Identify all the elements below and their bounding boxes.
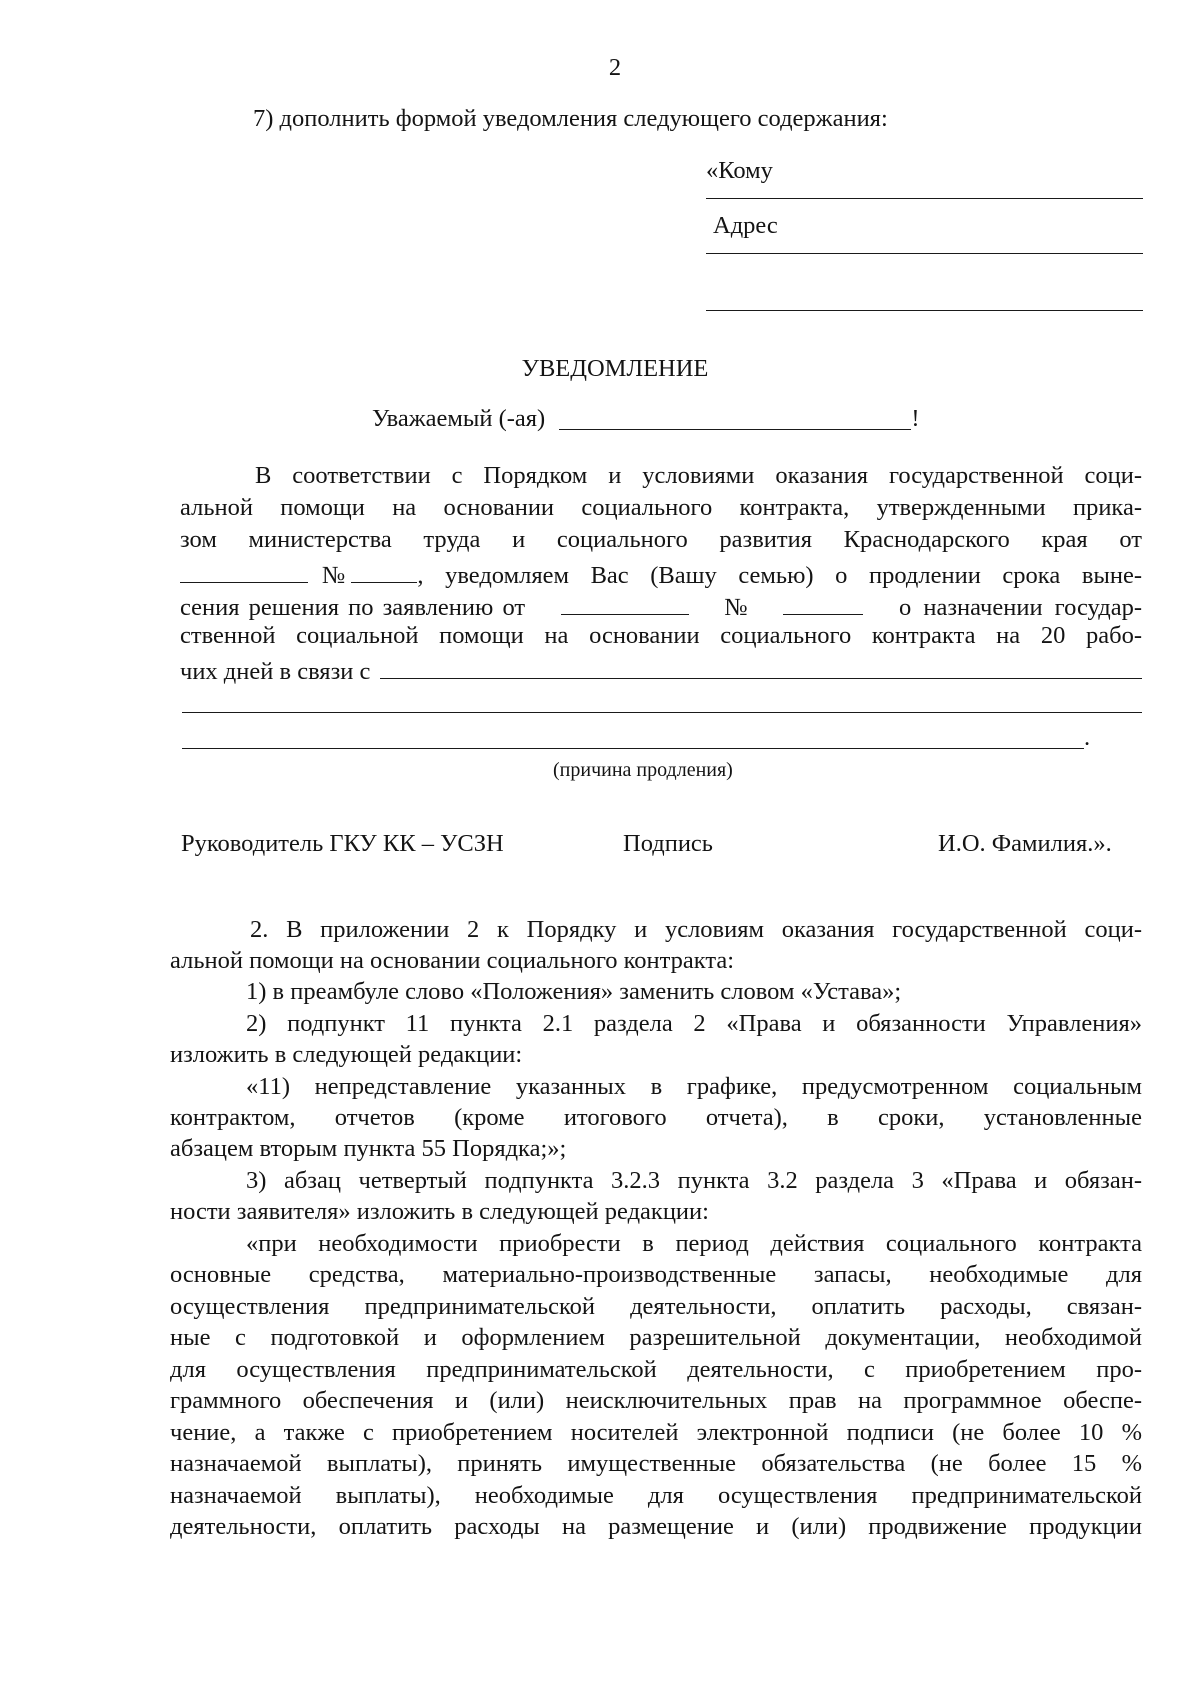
section2-line-17: чение, а также с приобретением носителей электронной подписи (не более 10 % bbox=[170, 1419, 1142, 1446]
section2-line-2: альной помощи на основании социального контракта: bbox=[170, 947, 735, 974]
section2-line-16: граммного обеспечения и (или) неисключительных прав на программное обеспе- bbox=[170, 1387, 1142, 1414]
salutation bbox=[372, 403, 920, 435]
section2-line-12: основные средства, материально-производственные запасы, необходимые для bbox=[170, 1261, 1142, 1288]
section2-line-13: осуществления предпринимательской деятельности, оплатить расходы, связан- bbox=[170, 1293, 1142, 1320]
notice-body-line-4 bbox=[180, 556, 1142, 592]
address-line-1 bbox=[706, 253, 1143, 254]
notice-title: УВЕДОМЛЕНИЕ bbox=[521, 355, 709, 382]
section2-line-5: изложить в следующей редакции: bbox=[170, 1041, 523, 1068]
section2-line-1: 2. В приложении 2 к Порядку и условиям оказания государственной соци- bbox=[250, 916, 1142, 943]
section2-line-6: «11) непредставление указанных в графике, предусмотренном социальным bbox=[246, 1073, 1142, 1100]
notice-body-line-4-text: , уведомляем Вас (Вашу семью) о продлении срока выне- bbox=[417, 561, 1142, 589]
section2-line-7: контрактом, отчетов (кроме итогового отчета), в сроки, установленные bbox=[170, 1104, 1142, 1131]
section2-line-14: ные с подготовкой и оформлением разрешительной документации, необходимой bbox=[170, 1324, 1142, 1351]
page-number: 2 bbox=[608, 54, 622, 81]
reason-blank-2 bbox=[182, 712, 1142, 713]
application-number-blank bbox=[783, 588, 863, 615]
reason-caption: (причина продления) bbox=[553, 759, 733, 781]
section2-line-9: 3) абзац четвертый подпункта 3.2.3 пункта 3.2 раздела 3 «Права и обязан- bbox=[246, 1167, 1142, 1194]
recipient-name-blank bbox=[559, 403, 911, 430]
order-date-blank bbox=[180, 556, 308, 583]
address-line-2 bbox=[706, 310, 1143, 311]
reason-blank-3 bbox=[182, 748, 1084, 749]
order-number-blank bbox=[351, 556, 417, 583]
to-label: «Кому bbox=[706, 157, 773, 184]
notice-body-line-6: ственной социальной помощи на основании социального контракта на 20 рабо- bbox=[180, 622, 1142, 649]
section2-line-8: абзацем вторым пункта 55 Порядка;»; bbox=[170, 1135, 567, 1162]
signature-name: И.О. Фамилия.». bbox=[938, 830, 1112, 857]
section2-line-20: деятельности, оплатить расходы на размещение и (или) продвижение продукции bbox=[170, 1513, 1142, 1540]
address-label: Адрес bbox=[713, 212, 778, 239]
notice-body-line-1: В соответствии с Порядком и условиями оказания государственной соци- bbox=[255, 462, 1142, 489]
section2-line-3: 1) в преамбуле слово «Положения» заменить словом «Устава»; bbox=[246, 978, 902, 1005]
application-number-sign: № bbox=[724, 593, 748, 621]
section2-line-10: ности заявителя» изложить в следующей редакции: bbox=[170, 1198, 709, 1225]
notice-body-line-5-a: сения решения по заявлению от bbox=[180, 593, 526, 621]
section2-line-18: назначаемой выплаты), принять имущественные обязательства (не более 15 % bbox=[170, 1450, 1142, 1477]
reason-blank-1 bbox=[380, 652, 1142, 679]
section2-line-11: «при необходимости приобрести в период действия социального контракта bbox=[246, 1230, 1142, 1257]
notice-body-line-7 bbox=[180, 652, 1142, 688]
signature-position: Руководитель ГКУ КК – УСЗН bbox=[181, 830, 504, 857]
salutation-text: Уважаемый (-ая) bbox=[372, 405, 546, 432]
salutation-exclamation: ! bbox=[911, 405, 920, 432]
reason-end-period: . bbox=[1084, 724, 1091, 751]
to-line bbox=[706, 198, 1143, 199]
notice-body-line-5-b: о назначении государ- bbox=[898, 593, 1142, 621]
signature-sign: Подпись bbox=[623, 830, 713, 857]
notice-body-line-7-text: чих дней в связи с bbox=[180, 657, 371, 685]
notice-body-line-3: зом министерства труда и социального развития Краснодарского края от bbox=[180, 526, 1142, 553]
section2-line-4: 2) подпункт 11 пункта 2.1 раздела 2 «Права и обязанности Управления» bbox=[246, 1010, 1142, 1037]
notice-body-line-2: альной помощи на основании социального контракта, утвержденными прика- bbox=[180, 494, 1142, 521]
notice-body-line-5 bbox=[180, 588, 1142, 624]
application-date-blank bbox=[561, 588, 689, 615]
order-number-sign: № bbox=[322, 561, 346, 589]
item-7-text: 7) дополнить формой уведомления следующего содержания: bbox=[253, 105, 888, 132]
section2-line-19: назначаемой выплаты), необходимые для осуществления предпринимательской bbox=[170, 1482, 1142, 1509]
section2-line-15: для осуществления предпринимательской деятельности, с приобретением про- bbox=[170, 1356, 1142, 1383]
